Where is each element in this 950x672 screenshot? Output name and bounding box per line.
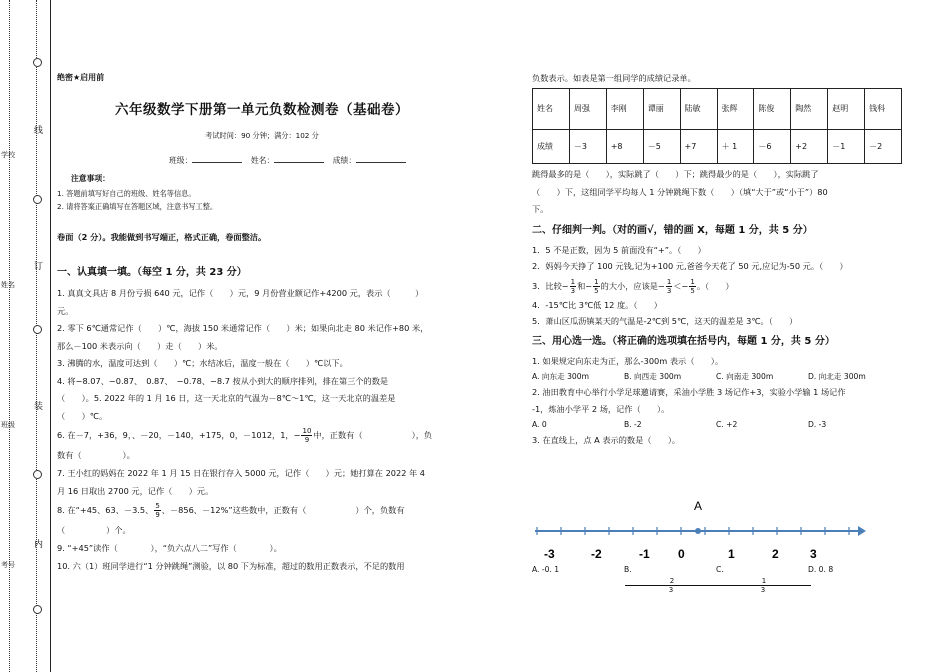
question-10: 10. 六（1）班同学进行“1 分钟跳绳”测验，以 80 下为标准，超过的数用正数表示，不足的数用 bbox=[57, 560, 405, 571]
question-text: （ ）℃。 bbox=[57, 410, 108, 421]
score-field-label: 成绩： bbox=[332, 156, 357, 165]
option-c: C. +2 bbox=[716, 420, 738, 429]
score-cell: +7 bbox=[680, 130, 717, 164]
numerator: 2 bbox=[625, 577, 719, 586]
neatness-line: 卷面（2 分）。我能做到书写端正，格式正确，卷面整洁。 bbox=[57, 232, 267, 242]
score-cell: +2 bbox=[791, 130, 828, 164]
binding-label: 姓名 bbox=[1, 281, 15, 289]
binding-label: 班级 bbox=[1, 421, 15, 429]
question-text: （ ）下，这组同学平均每人 1 分钟跳绳下数（ ）（填“大于”或“小于”）80 bbox=[532, 186, 828, 197]
question-text: 元。 bbox=[57, 305, 74, 316]
score-field[interactable] bbox=[356, 154, 406, 163]
tick-label: -1 bbox=[639, 547, 650, 561]
choice-2-options bbox=[532, 417, 902, 432]
question-9: 9. “+45”读作（ ），“负六点八二”写作（ ）。 bbox=[57, 543, 282, 553]
numerator: 10 bbox=[302, 427, 312, 435]
notice-heading: 注意事项： bbox=[71, 174, 110, 183]
binding-mark: 线 bbox=[34, 126, 44, 136]
margin-rule bbox=[50, 0, 51, 672]
question-text: 月 16 日取出 2700 元，记作（ ）元。 bbox=[57, 485, 214, 496]
student-name-cell: 周强 bbox=[569, 89, 606, 130]
section-3-heading: 三、用心选一选。（将正确的选项填在括号内，每题 1 分，共 5 分） bbox=[532, 335, 835, 347]
tick-label: -2 bbox=[591, 547, 602, 561]
question-text bbox=[57, 500, 467, 520]
denominator: 3 bbox=[666, 286, 672, 295]
question-6 bbox=[57, 425, 467, 465]
tick-label: 3 bbox=[810, 547, 817, 561]
fraction bbox=[570, 278, 576, 295]
tick-label: 1 bbox=[728, 547, 735, 561]
name-field[interactable] bbox=[274, 154, 324, 163]
student-name-cell: 陶然 bbox=[791, 89, 828, 130]
question-text: 数有（ ）。 bbox=[57, 450, 135, 460]
student-fields bbox=[57, 154, 467, 167]
score-cell: －6 bbox=[754, 130, 791, 164]
text-run: 、－856、－12%”这些数中，正数有（ ）个，负数有 bbox=[161, 505, 405, 515]
score-cell: +8 bbox=[606, 130, 643, 164]
section-2-heading: 二、仔细判一判。（对的画√，错的画 X，每题 1 分，共 5 分） bbox=[532, 224, 813, 236]
numerator: 1 bbox=[594, 277, 599, 286]
text-run: 6. 在－7，+36，9，、－20，－140，+175，0，－1012，1，− bbox=[57, 430, 301, 440]
option-a: A. 向东走 300m bbox=[532, 372, 589, 381]
choice-1-options bbox=[532, 369, 902, 384]
question-text bbox=[57, 425, 467, 445]
fraction bbox=[689, 278, 695, 295]
denominator: 5 bbox=[594, 286, 599, 295]
notice-item: 2. 请将答案正确填写在答题区域，注意书写工整。 bbox=[57, 202, 218, 211]
numerator: 1 bbox=[717, 577, 811, 586]
point-a-label: A bbox=[694, 499, 703, 513]
judge-4: 4．-15℃比 3℃低 12 度。（ ） bbox=[532, 299, 662, 310]
tick-label: 0 bbox=[678, 547, 685, 561]
numerator: 1 bbox=[666, 277, 672, 286]
judge-1: 1．5 不是正数，因为 5 前面没有“+”。（ ） bbox=[532, 244, 706, 255]
denominator: 3 bbox=[668, 586, 674, 594]
question-7 bbox=[57, 465, 467, 500]
dotted-line-outer bbox=[9, 0, 10, 672]
binding-circle bbox=[33, 195, 42, 204]
question-text: 1. 真真文具店 8 月份亏损 640 元，记作（ ）元，9 月份营业额记作+4200 元，表示（ ） bbox=[57, 288, 424, 298]
binding-mark: 装 bbox=[34, 402, 44, 412]
table-row-label: 成绩 bbox=[533, 130, 570, 164]
fraction bbox=[625, 577, 717, 594]
judge-3 bbox=[532, 275, 902, 297]
option-d: D. 向北走 300m bbox=[808, 372, 866, 381]
binding-circle bbox=[33, 605, 42, 614]
fraction bbox=[301, 427, 312, 444]
binding-label: 学校 bbox=[1, 151, 15, 159]
option-c-label: C. bbox=[716, 565, 724, 574]
option-b-label: B. bbox=[624, 565, 632, 574]
right-column bbox=[532, 72, 902, 449]
option-a: A. 0 bbox=[532, 420, 547, 429]
binding-circle bbox=[33, 58, 42, 67]
left-column bbox=[57, 66, 467, 575]
binding-mark: 内 bbox=[34, 540, 44, 550]
fraction bbox=[666, 278, 672, 295]
choice-3-options bbox=[532, 562, 902, 594]
score-cell: －3 bbox=[569, 130, 606, 164]
question-text: 下。 bbox=[532, 204, 549, 214]
denominator: 9 bbox=[155, 511, 160, 519]
section-1-heading: 一、认真填一填。（每空 1 分，共 23 分） bbox=[57, 267, 247, 278]
option-b: B. 向西走 300m bbox=[624, 372, 682, 381]
student-name-cell: 张辉 bbox=[717, 89, 754, 130]
binding-margin bbox=[0, 0, 48, 672]
exam-info: 考试时间：90 分钟；满分：102 分 bbox=[205, 131, 319, 140]
choice-2 bbox=[532, 384, 902, 417]
class-field[interactable] bbox=[192, 154, 242, 163]
text-run: ＜− bbox=[673, 280, 689, 291]
question-text: （ ）个。 bbox=[57, 525, 131, 535]
student-name-cell: 钱科 bbox=[865, 89, 902, 130]
question-text: 那么－100 米表示向（ ）走（ ）米。 bbox=[57, 340, 223, 351]
student-name-cell: 陈俊 bbox=[754, 89, 791, 130]
student-name-cell: 陆敏 bbox=[680, 89, 717, 130]
denominator: 3 bbox=[570, 286, 576, 295]
table-row-label: 姓名 bbox=[533, 89, 570, 130]
question-text: 跳得最多的是（ ），实际跳了（ ）下；跳得最少的是（ ），实际跳了 bbox=[532, 169, 819, 179]
denominator: 9 bbox=[304, 436, 310, 444]
option-a: A. -0. 1 bbox=[532, 565, 560, 574]
option-d: D. 0. 8 bbox=[808, 565, 834, 574]
notice-item: 1. 答题前填写好自己的班级、姓名等信息。 bbox=[57, 189, 196, 198]
question-3: 3. 沸腾的水，温度可达到（ ）℃；水结冰后，温度一般在（ ）℃以下。 bbox=[57, 358, 348, 368]
question-4-5 bbox=[57, 373, 467, 426]
name-field-label: 姓名： bbox=[250, 156, 275, 165]
option-b bbox=[624, 562, 716, 594]
score-cell: ＋ 1 bbox=[717, 130, 754, 164]
question-text: 7. 王小红的妈妈在 2022 年 1 月 15 日在银行存入 5000 元，记作（ ）元；她打算在 2022 年 4 bbox=[57, 468, 426, 478]
text-run: 中，正数有（ ），负 bbox=[313, 430, 433, 440]
denominator: 3 bbox=[760, 586, 766, 594]
question-10-continued: 负数表示。如表是第一组同学的成绩记录单。 bbox=[532, 73, 696, 83]
option-d: D. -3 bbox=[808, 420, 827, 429]
text-run: 。（ ） bbox=[696, 280, 734, 291]
choice-1: 1. 如果规定向东走为正，那么-300m 表示（ ）。 bbox=[532, 355, 724, 366]
point-a bbox=[695, 528, 701, 534]
score-table bbox=[532, 88, 902, 164]
dotted-line-inner bbox=[36, 0, 37, 672]
score-cell: －1 bbox=[828, 130, 865, 164]
student-name-cell: 李刚 bbox=[606, 89, 643, 130]
table-score-row bbox=[533, 130, 902, 164]
numerator: 1 bbox=[690, 277, 695, 286]
judge-5: 5．萧山区瓜沥镇某天的气温是-2℃到 5℃，这天的温差是 3℃。（ ） bbox=[532, 316, 798, 326]
question-text: 2. 油田教育中心举行小学足球邀请赛，采油小学胜 3 场记作+3，实验小学输 1 场记作 bbox=[532, 387, 846, 397]
score-cell: －5 bbox=[643, 130, 680, 164]
question-text: （ ）。5. 2022 年的 1 月 16 日，这一天北京的气温为－8℃～1℃，这一天北京的温差是 bbox=[57, 393, 396, 403]
fraction bbox=[154, 502, 160, 519]
score-cell: －2 bbox=[865, 130, 902, 164]
fraction bbox=[717, 577, 809, 594]
fraction bbox=[593, 278, 599, 295]
page-title: 六年级数学下册第一单元负数检测卷（基础卷） bbox=[115, 102, 409, 118]
tick-label: -3 bbox=[544, 547, 555, 561]
table-header-row bbox=[533, 89, 902, 130]
numerator: 1 bbox=[570, 277, 576, 286]
student-name-cell: 赵明 bbox=[828, 89, 865, 130]
number-line-ticks bbox=[537, 527, 849, 561]
question-text: 2. 零下 6℃通常记作（ ）℃，海拔 150 米通常记作（ ）米；如果向北走 80 米记作+80 米， bbox=[57, 323, 429, 333]
numerator: 5 bbox=[155, 502, 160, 510]
tick-label: 2 bbox=[772, 547, 779, 561]
binding-circle bbox=[33, 325, 42, 334]
denominator: 5 bbox=[690, 286, 695, 295]
question-1 bbox=[57, 285, 467, 320]
option-c bbox=[716, 562, 808, 594]
question-text: 4. 将−8.07、−0.87、 0.87、 −0.78、−8.7 按从小到大的顺序排列，排在第三个的数是 bbox=[57, 375, 389, 386]
question-text: -1，炼油小学平 2 场，记作（ ）。 bbox=[532, 403, 670, 414]
text-run: 的大小，应该是− bbox=[600, 280, 665, 291]
option-b: B. -2 bbox=[624, 420, 642, 429]
question-8 bbox=[57, 500, 467, 540]
question-2 bbox=[57, 320, 467, 355]
text-run: 3．比较− bbox=[532, 280, 569, 291]
confidential-mark: 绝密★启用前 bbox=[57, 73, 105, 82]
option-c: C. 向南走 300m bbox=[716, 372, 774, 381]
judge-2: 2．妈妈今天挣了 100 元钱,记为+100 元,爸爸今天花了 50 元,应记为-50 元。（ ） bbox=[532, 261, 848, 271]
number-line-arrow bbox=[858, 526, 866, 536]
binding-label: 考号 bbox=[1, 561, 15, 569]
choice-3: 3. 在直线上，点 A 表示的数是（ ）。 bbox=[532, 435, 681, 445]
text-run: 和− bbox=[577, 280, 593, 291]
question-10-blanks bbox=[532, 166, 902, 219]
student-name-cell: 谭丽 bbox=[643, 89, 680, 130]
text-run: 8. 在“+45、63、－3.5、 bbox=[57, 505, 154, 515]
binding-mark: 订 bbox=[34, 262, 44, 272]
class-field-label: 班级： bbox=[169, 156, 193, 165]
binding-circle bbox=[33, 470, 42, 479]
